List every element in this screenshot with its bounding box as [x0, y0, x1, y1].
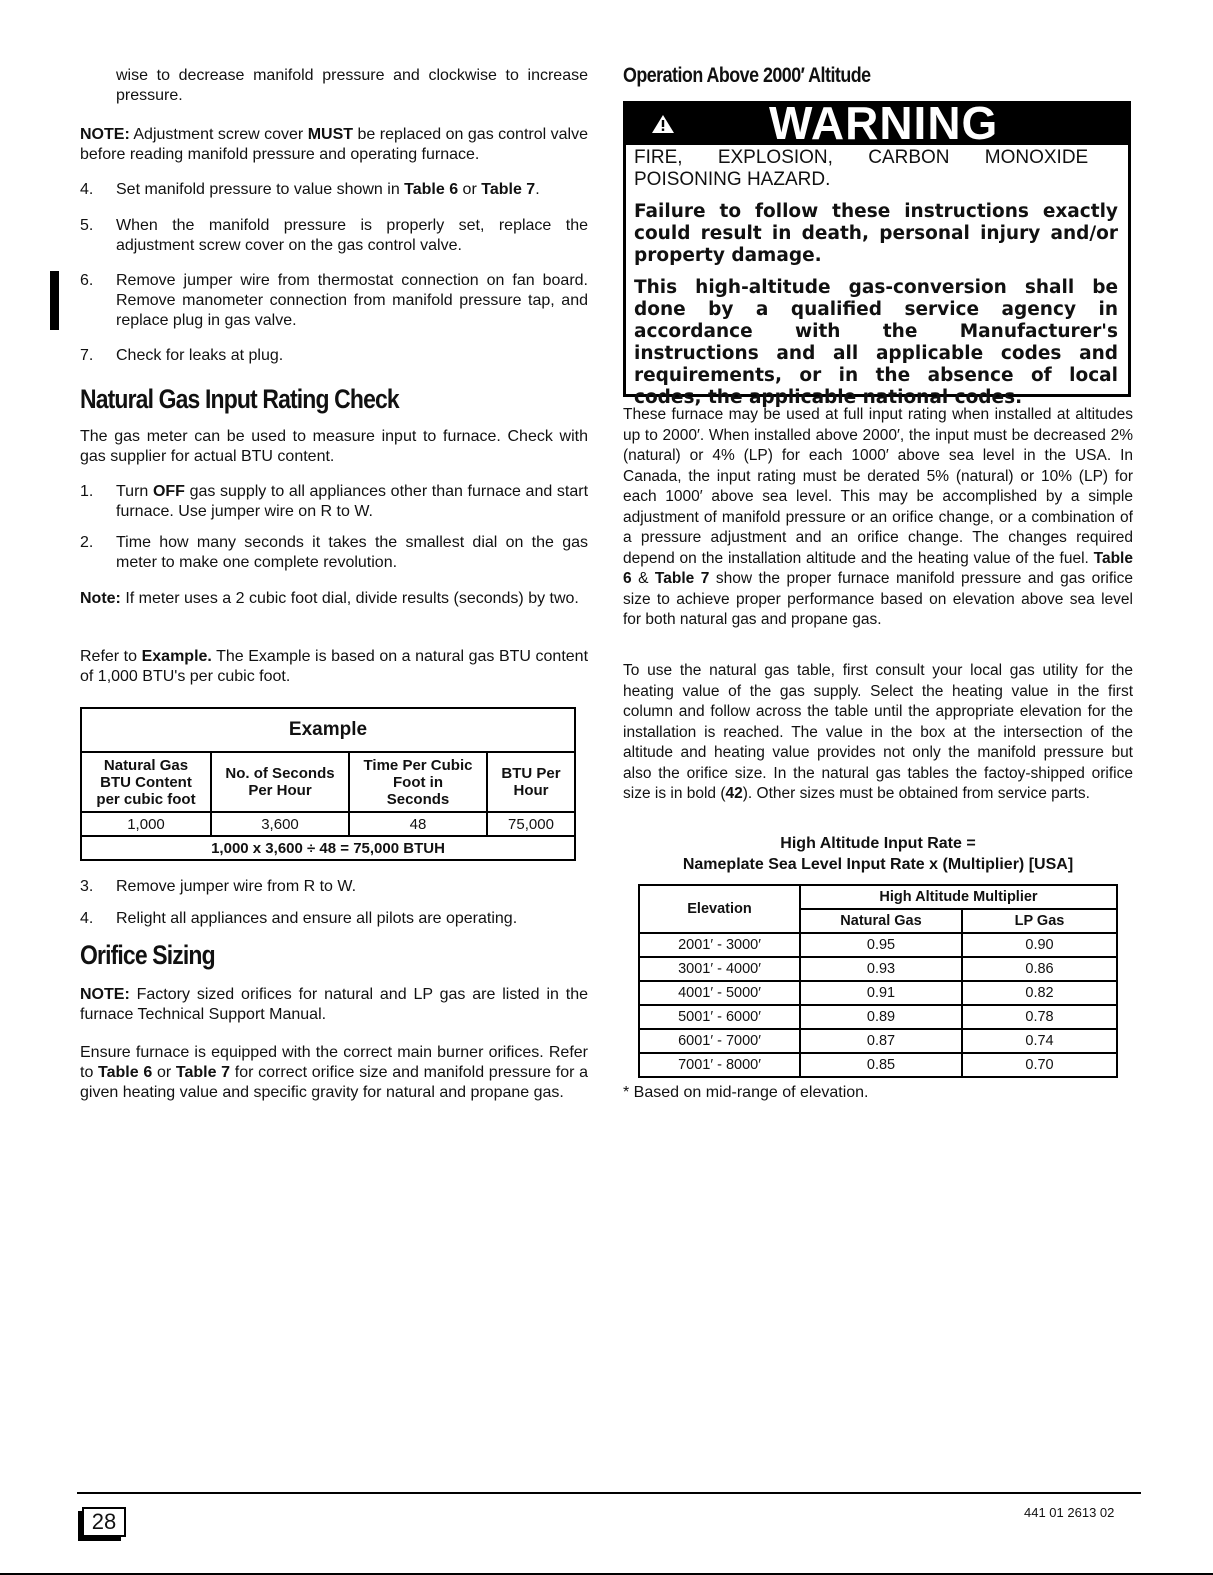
- table-row: 2001′ - 3000′ 0.95 0.90: [639, 933, 1117, 957]
- header-lp-gas: LP Gas: [962, 909, 1117, 933]
- input-rating-intro: The gas meter can be used to measure input to furnace. Check with gas supplier for actual BTU content.: [80, 428, 588, 465]
- revision-change-bar: [50, 271, 59, 330]
- orifice-paragraph: Ensure furnace is equipped with the correct main burner orifices. Refer to Table 6 or Table 7 for correct orifice size and manifold pressure for a given heating value and specific gravity for natural and propane gas.: [80, 1044, 589, 1101]
- table-row: 6001′ - 7000′ 0.87 0.74: [639, 1029, 1117, 1053]
- hazard-line-2: POISONING HAZARD.: [634, 169, 831, 190]
- step-5: 5. When the manifold pressure is properly set, replace the adjustment screw cover on the gas control valve.: [80, 217, 588, 254]
- section-heading-orifice-sizing: Orifice Sizing: [80, 940, 215, 970]
- table-row: 3001′ - 4000′ 0.93 0.86: [639, 957, 1117, 981]
- header-elevation: Elevation: [639, 885, 800, 933]
- table-row: 7001′ - 8000′ 0.85 0.70: [639, 1053, 1117, 1077]
- hazard-line-1: FIRE, EXPLOSION, CARBON MONOXIDE: [634, 147, 1089, 168]
- check-step-3: 3. Remove jumper wire from R to W.: [80, 878, 357, 895]
- warning-paragraph-1: Failure to follow these instructions exactly could result in death, personal injury and/or property damage.: [634, 201, 1118, 266]
- intro-continuation: wise to decrease manifold pressure and clockwise to increase pressure.: [116, 67, 588, 104]
- altitude-paragraph-2: To use the natural gas table, first consult your local gas utility for the heating value of the gas supply. Select the heating value in the first column and follow across the table until the appropriate elevation for the installation is reached. The value in the box at the intersection of the altitude and heating value provides not only the manifold pressure but also the orifice size. In the natural gas tables the factoy-shipped orifice size is in bold (42). Other sizes must be obtained from service parts.: [623, 662, 1133, 802]
- step-4: 4. Set manifold pressure to value shown in Table 6 or Table 7.: [80, 181, 540, 198]
- example-formula: 1,000 x 3,600 ÷ 48 = 75,000 BTUH: [81, 836, 575, 860]
- table-row: 4001′ - 5000′ 0.91 0.82: [639, 981, 1117, 1005]
- example-table: [80, 707, 576, 861]
- document-number: 441 01 2613 02: [1024, 1505, 1115, 1520]
- footer-rule: [77, 1492, 1141, 1494]
- warning-paragraph-2: This high-altitude gas-conversion shall be done by a qualified service agency in accordance with the Manufacturer's instructions and all applicable codes and requirements, or in the absence of local codes, the applicable national codes.: [634, 277, 1118, 408]
- header-btu-per-hour: BTU Per Hour: [487, 752, 575, 812]
- example-table-title: Example: [81, 708, 575, 752]
- note-cubic-foot-dial: Note: If meter uses a 2 cubic foot dial, divide results (seconds) by two.: [80, 590, 579, 607]
- section-heading-input-rating: Natural Gas Input Rating Check: [80, 384, 399, 414]
- warning-box: [623, 97, 1131, 408]
- warning-banner: [623, 97, 1131, 149]
- check-step-4: 4. Relight all appliances and ensure all pilots are operating.: [80, 910, 518, 927]
- step-6: 6. Remove jumper wire from thermostat connection on fan board. Remove manometer connection from manifold pressure tap, and replace plug in gas valve.: [80, 272, 588, 329]
- footnote: * Based on mid-range of elevation.: [623, 1084, 869, 1101]
- table-row: 5001′ - 6000′ 0.89 0.78: [639, 1005, 1117, 1029]
- header-time-per-cubic-foot: Time Per Cubic Foot in Seconds: [349, 752, 487, 812]
- step-7: 7. Check for leaks at plug.: [80, 347, 284, 364]
- table-row: 1,000 3,600 48 75,000: [81, 812, 575, 836]
- section-heading-altitude: Operation Above 2000′ Altitude: [623, 64, 871, 87]
- page-number: 28: [82, 1507, 126, 1537]
- header-natural-gas: Natural Gas: [800, 909, 962, 933]
- warning-title: WARNING: [769, 97, 999, 149]
- note-factory-orifices: NOTE: Factory sized orifices for natural and LP gas are listed in the furnace Technical Support Manual.: [80, 986, 588, 1023]
- header-multiplier-group: High Altitude Multiplier: [800, 885, 1117, 909]
- note-adjustment-screw: NOTE: Adjustment screw cover MUST be replaced on gas control valve before reading manifold pressure and operating furnace.: [80, 126, 588, 163]
- header-btu-content: Natural Gas BTU Content per cubic foot: [81, 752, 211, 812]
- high-altitude-formula: High Altitude Input Rate = Nameplate Sea Level Input Rate x (Multiplier) [USA]: [682, 835, 1074, 873]
- header-seconds-per-hour: No. of Seconds Per Hour: [211, 752, 349, 812]
- check-step-1: 1. Turn OFF gas supply to all appliances other than furnace and start furnace. Use jumper wire on R to W.: [80, 483, 589, 520]
- check-step-2: 2. Time how many seconds it takes the smallest dial on the gas meter to make one complete revolution.: [80, 534, 588, 571]
- refer-to-example: Refer to Example. The Example is based on a natural gas BTU content of 1,000 BTU's per cubic foot.: [80, 648, 589, 685]
- high-altitude-multiplier-table: [638, 884, 1118, 1078]
- altitude-paragraph-1: These furnace may be used at full input rating when installed at altitudes up to 2000′. When installed above 2000′, the input must be decreased 2% (natural) or 4% (LP) for each 1000′ above sea level in the USA. In Canada, the input rating must be derated 5% (natural) or 10% (LP) for each 1000′ above sea level. This may be accomplished by a simple adjustment of manifold pressure or an orifice change, or a combination of a pressure adjustment and an orifice change. The changes required depend on the installation altitude and the heating value of the fuel. Table 6 & Table 7 show the proper furnace manifold pressure and gas orifice size to achieve proper performance based on elevation above sea level for both natural gas and propane gas.: [623, 406, 1133, 628]
- example-table-header: [81, 752, 575, 812]
- warning-triangle-icon: [652, 115, 674, 138]
